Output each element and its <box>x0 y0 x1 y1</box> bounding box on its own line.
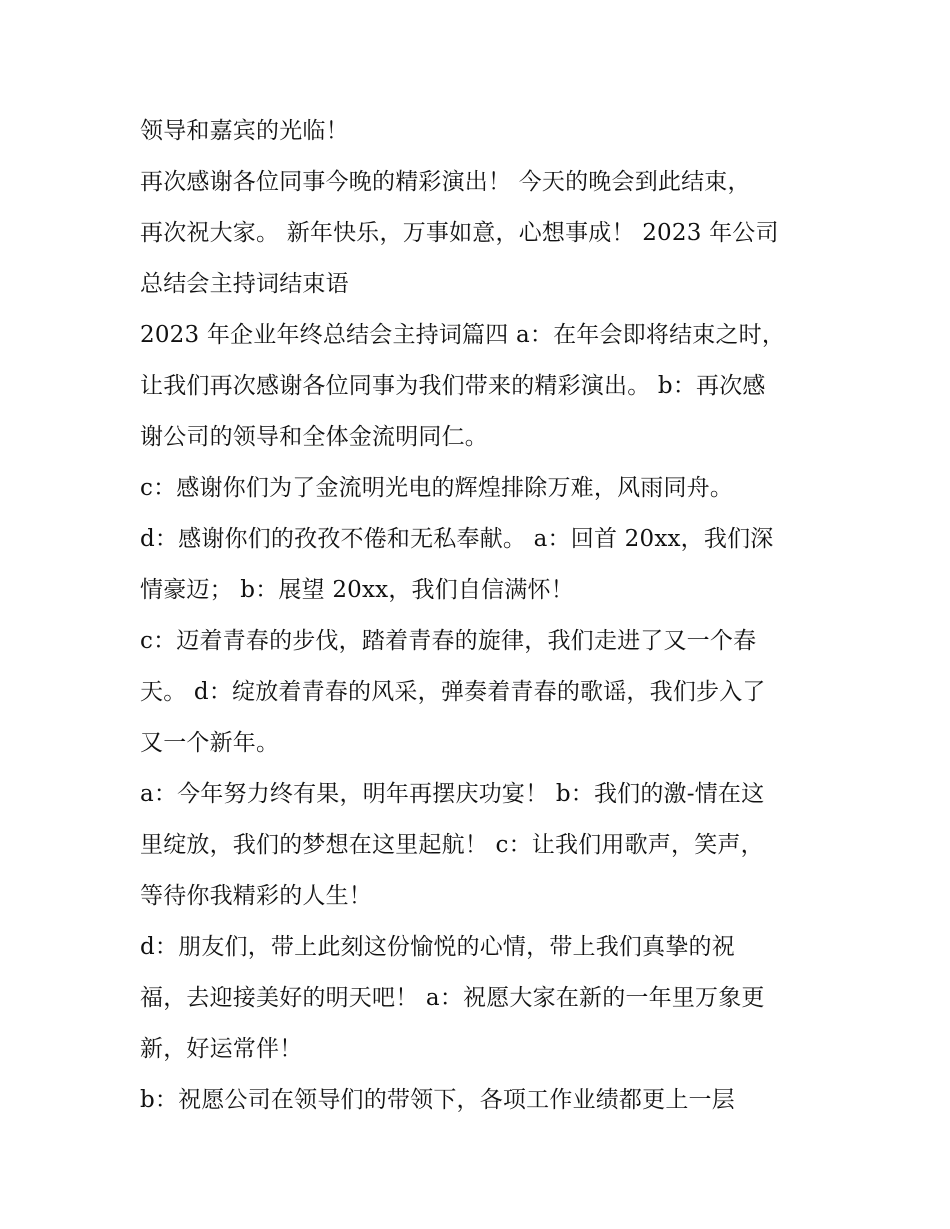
text-line: 天。 d：绽放着青春的风采，弹奏着青春的歌谣，我们步入了 <box>140 679 766 705</box>
text-line: c：迈着青春的步伐，踏着青春的旋律，我们走进了又一个春 <box>140 628 757 654</box>
text-line: 谢公司的领导和全体金流明同仁。 <box>140 424 488 450</box>
document-body <box>140 106 810 1126</box>
text-line: 让我们再次感谢各位同事为我们带来的精彩演出。 b：再次感 <box>140 373 766 399</box>
text-line: 福，去迎接美好的明天吧！ a：祝愿大家在新的一年里万象更 <box>140 985 765 1011</box>
text-line: d：感谢你们的孜孜不倦和无私奉献。 a：回首 20xx，我们深 <box>140 526 774 552</box>
text-line: 再次祝大家。 新年快乐，万事如意，心想事成！ 2023 年公司 <box>140 220 779 246</box>
text-line: 等待你我精彩的人生！ <box>140 883 372 909</box>
text-line: d：朋友们，带上此刻这份愉悦的心情，带上我们真挚的祝 <box>140 934 735 960</box>
text-line: 2023 年企业年终总结会主持词篇四 a：在年会即将结束之时， <box>140 322 786 348</box>
text-line: 总结会主持词结束语 <box>140 271 349 297</box>
text-line: a：今年努力终有果，明年再摆庆功宴！ b：我们的激-情在这 <box>140 781 765 807</box>
text-line: 里绽放，我们的梦想在这里起航！ c：让我们用歌声，笑声， <box>140 832 764 858</box>
text-line: 领导和嘉宾的光临！ <box>140 118 349 144</box>
text-line: c：感谢你们为了金流明光电的辉煌排除万难，风雨同舟。 <box>140 475 734 501</box>
text-line: 再次感谢各位同事今晚的精彩演出！ 今天的晚会到此结束， <box>140 169 751 195</box>
text-line: 新，好运常伴！ <box>140 1036 303 1062</box>
text-line: b：祝愿公司在领导们的带领下，各项工作业绩都更上一层 <box>140 1087 735 1113</box>
text-line: 情豪迈； b：展望 20xx，我们自信满怀！ <box>140 577 574 603</box>
text-line: 又一个新年。 <box>140 730 280 756</box>
